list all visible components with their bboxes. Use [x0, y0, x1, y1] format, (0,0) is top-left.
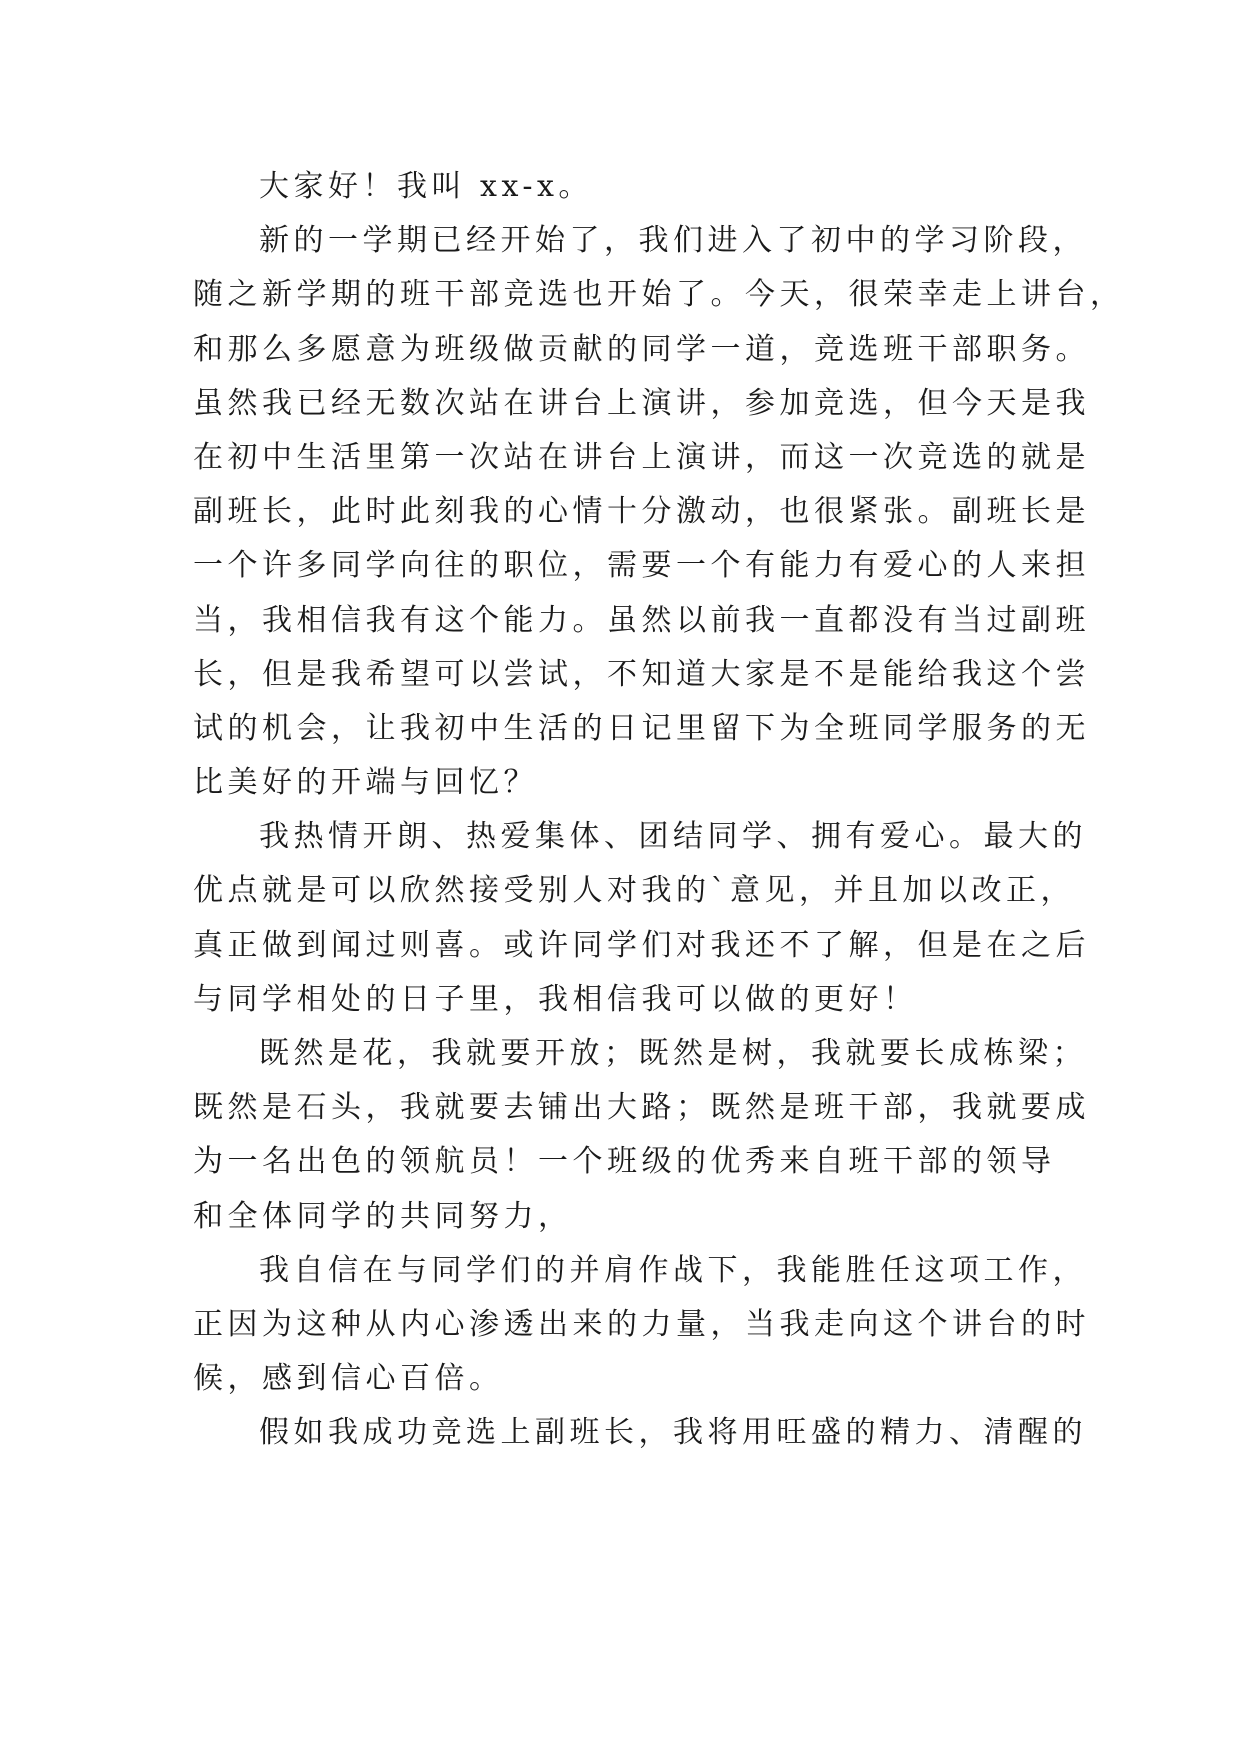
text-line: 新的一学期已经开始了，我们进入了初中的学习阶段，	[259, 223, 1087, 259]
text-line: 副班长，此时此刻我的心情十分激动，也很紧张。副班长是	[193, 494, 1090, 530]
text-line: 当，我相信我有这个能力。虽然以前我一直都没有当过副班	[193, 602, 1090, 638]
text-line: 长，但是我希望可以尝试，不知道大家是不是能给我这个尝	[193, 656, 1090, 692]
text-line: 随之新学期的班干部竞选也开始了。今天，很荣幸走上讲台，	[193, 277, 1125, 313]
text-line: 和全体同学的共同努力，	[193, 1198, 573, 1234]
text-line: 候，感到信心百倍。	[193, 1361, 504, 1397]
speech-text	[193, 160, 1125, 1461]
text-line: 虽然我已经无数次站在讲台上演讲，参加竞选，但今天是我	[193, 385, 1090, 421]
text-line: 一个许多同学向往的职位，需要一个有能力有爱心的人来担	[193, 548, 1090, 584]
text-line: 为一名出色的领航员！一个班级的优秀来自班干部的领导	[193, 1144, 1056, 1180]
text-line: 既然是花，我就要开放；既然是树，我就要长成栋梁；	[259, 1036, 1087, 1071]
text-line: 在初中生活里第一次站在讲台上演讲，而这一次竞选的就是	[193, 439, 1090, 475]
text-line: 优点就是可以欣然接受别人对我的`意见，并且加以改正，	[193, 873, 1075, 909]
text-line: 大家好！我叫 xx-x。	[259, 169, 593, 204]
text-line: 正因为这种从内心渗透出来的力量，当我走向这个讲台的时	[193, 1306, 1090, 1342]
text-line: 我自信在与同学们的并肩作战下，我能胜任这项工作，	[259, 1252, 1087, 1288]
text-line: 试的机会，让我初中生活的日记里留下为全班同学服务的无	[193, 710, 1090, 746]
text-line: 我热情开朗、热爱集体、团结同学、拥有爱心。最大的	[259, 819, 1087, 855]
text-line: 与同学相处的日子里，我相信我可以做的更好！	[193, 981, 918, 1017]
text-line: 和那么多愿意为班级做贡献的同学一道，竞选班干部职务。	[193, 331, 1090, 367]
text-line: 假如我成功竞选上副班长，我将用旺盛的精力、清醒的	[259, 1415, 1087, 1451]
text-line: 比美好的开端与回忆？	[193, 765, 538, 801]
text-line: 真正做到闻过则喜。或许同学们对我还不了解，但是在之后	[193, 927, 1090, 963]
text-line: 既然是石头，我就要去铺出大路；既然是班干部，我就要成	[193, 1090, 1090, 1126]
